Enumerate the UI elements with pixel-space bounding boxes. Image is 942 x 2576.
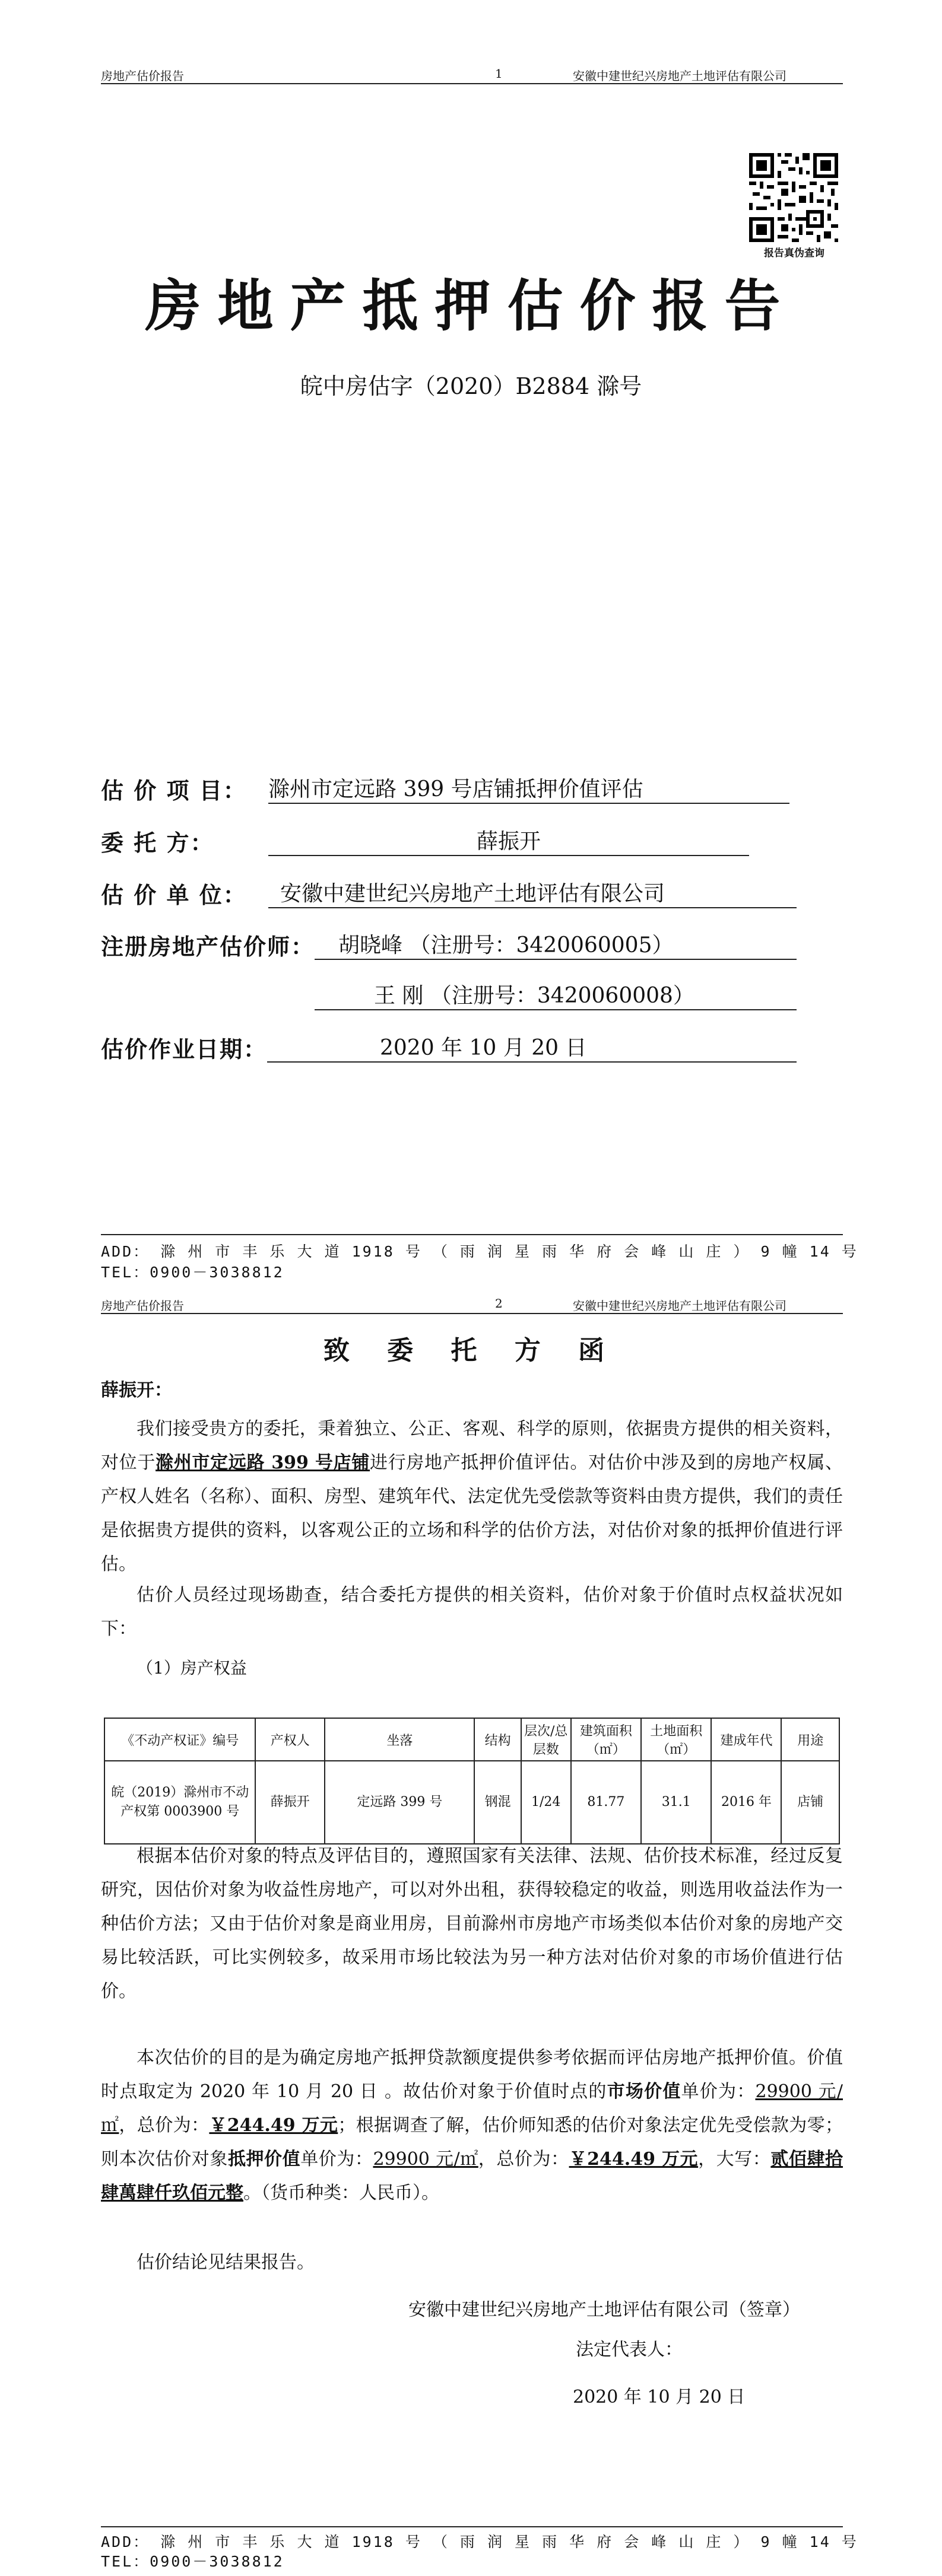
page2-header-right: 安徽中建世纪兴房地产土地评估有限公司 (573, 1299, 786, 1313)
paragraph-3: 根据本估价对象的特点及评估目的，遵照国家有关法律、法规、估价技术标准，经过反复研究，因估价对象为收益性房地产，可以对外出租，获得较稳定的收益，则选用收益法作为一种估价方法；又由于估价对象是商业用房，目前滁州市房地产市场类似本估价对象的房地产交易比较活跃，可比实例较多，故采用市场比较法为另一种方法对估价对象的市场价值进行估价。 (101, 1846, 843, 2002)
date-value: 2020 年 10 月 20 日 (267, 1031, 797, 1063)
client-label: 委 托 方： (101, 829, 214, 856)
para4-text-g: ；根据调查了解，估价师知悉的估价对象法定优先受偿款为零；则本次估价对象 (101, 2115, 843, 2170)
section-property-rights: （1）房产权益 (137, 1658, 247, 1678)
para4-market-value-label: 市场价值 (607, 2081, 681, 2102)
table-cell-location: 定远路 399 号 (325, 1761, 474, 1844)
table-cell-usage: 店铺 (781, 1761, 839, 1844)
property-table (104, 1718, 840, 1844)
table-cell-building-area: 81.77 (571, 1761, 641, 1844)
para4-market-unit-price: 29900 元/㎡ (101, 2081, 843, 2136)
page2-footer-address: ADD： 滁 州 市 丰 乐 大 道 1918 号 （ 雨 润 星 雨 华 府 会 峰 山 庄 ） 9 幢 14 号 (101, 2533, 858, 2550)
para4-text-a: 本次估价的目的是为确定房地产抵押贷款额度提供参考依据而评估房地产抵押价值。价值时点取定为 2020 年 10 月 20 日 。故估价对象于价值时点的 (101, 2047, 843, 2102)
table-cell-owner: 薛振开 (255, 1761, 325, 1844)
table-row (104, 1761, 839, 1844)
table-header-row (104, 1718, 839, 1761)
date-label: 估价作业日期： (101, 1036, 268, 1063)
para4-amount-in-words: 贰佰肆拾肆萬肆仟玖佰元整 (101, 2149, 843, 2203)
table-cell-structure: 钢混 (474, 1761, 521, 1844)
report-title: 房地产抵押估价报告 (145, 273, 797, 339)
signature-company: 安徽中建世纪兴房地产土地评估有限公司（签章） (408, 2300, 800, 2320)
para4-text-k: ，总价为： (478, 2149, 569, 2170)
appraiser-2: 王 刚 （注册号：3420060008） (315, 979, 797, 1010)
page1-footer-rule (101, 1234, 843, 1235)
page2-footer-rule (101, 2526, 843, 2527)
table-header: 结构 (474, 1718, 521, 1761)
para4-mortgage-total: ￥244.49 万元 (569, 2149, 699, 2170)
para4-mortgage-value-label: 抵押价值 (227, 2149, 301, 2170)
page2-header-rule (101, 1313, 843, 1314)
table-header: 土地面积（㎡） (641, 1718, 711, 1761)
table-header: 产权人 (255, 1718, 325, 1761)
para4-text-e: ，总价为： (119, 2115, 210, 2136)
para4-text-c: 单价为： (681, 2081, 756, 2102)
page2-header-page-number: 2 (495, 1296, 503, 1311)
page2-footer-tel: TEL：0900－3038812 (101, 2553, 284, 2570)
paragraph-1 (101, 1412, 843, 1581)
signature-representative: 法定代表人： (576, 2339, 683, 2360)
para1-text-c: 进行房地产抵押价值评估。对估价中涉及到的房地产权属、产权人姓名（名称）、面积、房型、建筑年代、法定优先受偿款等资料由贵方提供，我们的责任是依据贵方提供的资料，以客观公正的立场和科学的估价方法，对估价对象的抵押价值进行评估。 (101, 1452, 843, 1575)
table-header: 坐落 (325, 1718, 474, 1761)
unit-label: 估 价 单 位： (101, 882, 247, 908)
para4-text-i: 单价为： (300, 2149, 373, 2170)
para1-text-a: 我们接受贵方的委托，秉着独立、公正、客观、科学的原则，依据贵方提供的相关资料，对位于 (101, 1419, 843, 1473)
page1-header-right: 安徽中建世纪兴房地产土地评估有限公司 (573, 69, 786, 83)
table-cell-built-year: 2016 年 (711, 1761, 781, 1844)
para4-text-m: ，大写： (698, 2149, 771, 2170)
para4-text-o: 。（货币种类：人民币）。 (243, 2183, 439, 2203)
project-value: 滁州市定远路 399 号店铺抵押价值评估 (268, 772, 789, 804)
signature-date: 2020 年 10 月 20 日 (573, 2387, 746, 2408)
page1-header-left: 房地产估价报告 (101, 69, 184, 83)
page1-footer-address: ADD： 滁 州 市 丰 乐 大 道 1918 号 （ 雨 润 星 雨 华 府 会 峰 山 庄 ） 9 幢 14 号 (101, 1243, 858, 1260)
appraiser-1: 胡晓峰 （注册号：3420060005） (315, 928, 797, 960)
page2-header-left: 房地产估价报告 (101, 1299, 184, 1313)
table-header: 建成年代 (711, 1718, 781, 1761)
table-header: 层次/总层数 (521, 1718, 571, 1761)
table-header: 用途 (781, 1718, 839, 1761)
paragraph-5: 估价结论见结果报告。 (137, 2252, 315, 2273)
report-number: 皖中房估字（2020）B2884 滁号 (300, 373, 642, 399)
para1-address: 滁州市定远路 399 号店铺 (156, 1452, 370, 1473)
paragraph-4 (101, 2041, 843, 2210)
letter-title: 致 委 托 方 函 (323, 1335, 619, 1366)
table-cell-land-area: 31.1 (641, 1761, 711, 1844)
page1-header-rule (101, 83, 843, 84)
paragraph-2: 估价人员经过现场勘查，结合委托方提供的相关资料，估价对象于价值时点权益状况如下： (101, 1585, 843, 1639)
unit-value: 安徽中建世纪兴房地产土地评估有限公司 (268, 877, 797, 908)
qr-code-icon[interactable] (749, 153, 838, 242)
para4-mortgage-unit-price: 29900 元/㎡ (373, 2149, 478, 2170)
qr-caption: 报告真伪查询 (764, 247, 824, 259)
page1-header-page-number: 1 (495, 66, 503, 81)
salutation: 薛振开： (101, 1380, 172, 1401)
client-value: 薛振开 (268, 825, 749, 856)
table-header: 《不动产权证》编号 (104, 1718, 255, 1761)
page1-footer-tel: TEL：0900－3038812 (101, 1264, 284, 1281)
appraiser-label: 注册房地产估价师： (101, 933, 315, 960)
para4-market-total: ￥244.49 万元 (209, 2115, 338, 2136)
table-header: 建筑面积（㎡） (571, 1718, 641, 1761)
table-cell-cert-no: 皖（2019）滁州市不动产权第 0003900 号 (104, 1761, 255, 1844)
project-label: 估 价 项 目： (101, 777, 247, 804)
table-cell-floor: 1/24 (521, 1761, 571, 1844)
